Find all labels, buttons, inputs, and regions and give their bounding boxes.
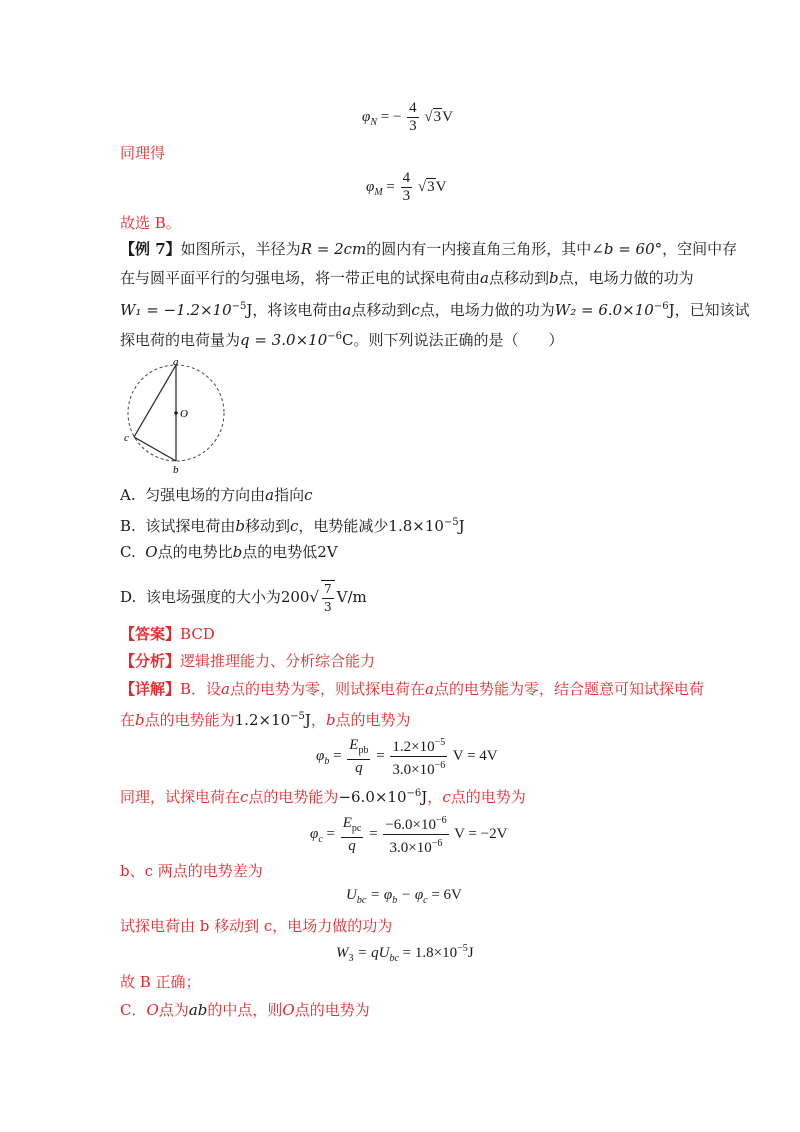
option-key: D. (120, 588, 137, 606)
unit: V (442, 108, 453, 125)
numerator: 4 (409, 100, 417, 116)
text: 的圆内有一内接直角三角形，其中 (366, 240, 592, 258)
option-a (120, 485, 313, 505)
option-key: A. (120, 486, 136, 504)
text: = φ (370, 887, 393, 903)
analysis-tag: 【分析】 (120, 652, 181, 670)
bc-diff-text: b、c 两点的电势差为 (120, 862, 263, 880)
point-c: c (411, 301, 420, 319)
point: c (289, 517, 299, 535)
unit: J (304, 711, 311, 729)
point: c (304, 486, 313, 504)
value: 1.2×10 (234, 711, 291, 729)
unit: J (467, 945, 474, 961)
example-line-2 (120, 268, 694, 288)
answer-tag: 【答案】 (120, 625, 181, 643)
circle-triangle-figure (118, 358, 238, 478)
denominator: 3 (402, 188, 411, 204)
value: = 1.8×10 (402, 945, 458, 961)
same-line-2 (120, 784, 526, 807)
text: 。则下列说法正确的是（ ） (353, 331, 564, 349)
detail-line-1 (120, 679, 704, 699)
text: = qU (357, 945, 390, 961)
option-c (120, 542, 338, 562)
text: 点的电势能为 (144, 711, 235, 729)
numerator: 1.2×10 (392, 739, 435, 755)
numerator: −6.0×10 (385, 817, 436, 833)
equation-phi-b: $\varphi_b$ = $\frac{E_{pb}}{q}$ = $\frac{1.2\times 10^{-5}}{3.0\times 10^{-6}}$ V = 4V (316, 734, 498, 779)
u-symbol: U (346, 887, 357, 903)
subscript: b (392, 895, 398, 906)
exponent: −6 (406, 788, 422, 799)
text: 点的电势为 (450, 788, 526, 806)
analysis-line (120, 651, 375, 671)
text: − φ (400, 887, 424, 903)
detail-tag: 【详解】 (120, 680, 181, 698)
result: = 6V (431, 887, 462, 903)
point: a (221, 680, 230, 698)
point: O (282, 1001, 295, 1019)
w1-math: W₁ = −1.2×10 (120, 301, 232, 319)
same-reason-text: 同理得 (120, 144, 166, 162)
text: 移动到 (244, 517, 290, 535)
text: 在 (120, 711, 136, 729)
unit: C (341, 331, 354, 349)
text: ，已知该试 (674, 301, 750, 319)
numerator: 7 (322, 581, 334, 599)
subscript: b (324, 755, 330, 767)
option-key: C. (120, 543, 136, 561)
text: 点的电势能为 (248, 788, 339, 806)
energy-symbol: E (349, 736, 359, 753)
text: 点移动到 (351, 301, 412, 319)
answer-line (120, 624, 215, 644)
option-b (120, 513, 465, 536)
unit: V/m (336, 588, 367, 606)
exponent: −6 (431, 838, 443, 849)
text: 点的电势低 (242, 543, 318, 561)
charge-symbol: q (348, 837, 356, 854)
phi-symbol: φ (316, 747, 325, 764)
exponent: −6 (327, 331, 342, 342)
unit: J (421, 788, 428, 806)
text: 点的电势为 (335, 711, 411, 729)
phi-symbol: φ (310, 825, 319, 842)
numerator: 4 (402, 170, 411, 186)
text: ， (427, 788, 443, 806)
radicand: 3 (433, 108, 442, 125)
text: 如图所示，半径为 (180, 240, 301, 258)
radius-math: R = 2cm (300, 240, 367, 258)
unit: J (246, 301, 253, 319)
point: c (442, 788, 451, 806)
subscript: c (423, 895, 428, 906)
option-d: D. 该电场强度的大小为200√ $\frac{7}{3}$ V/m (120, 582, 367, 614)
denominator: 3.0×10 (389, 840, 432, 856)
w2-math: W₂ = 6.0×10 (554, 301, 654, 319)
segment-cb (134, 437, 176, 461)
point: b (235, 517, 245, 535)
text: 点的电势为零，则试探电荷在 (230, 680, 426, 698)
subscript: bc (389, 953, 399, 964)
subscript: c (318, 833, 323, 845)
exponent: −6 (436, 815, 447, 826)
denominator: 3 (324, 600, 332, 614)
subscript: 3 (348, 953, 354, 964)
exponent: −5 (231, 301, 247, 312)
b-correct-text: 故 B 正确； (120, 973, 201, 991)
exponent: −6 (434, 760, 446, 771)
text: 指向 (274, 486, 305, 504)
equation-w3 (336, 943, 474, 964)
text: 点，电场力做的功为 (558, 269, 694, 287)
equals: = (386, 178, 395, 195)
text: 点的电势为 (294, 1001, 370, 1019)
charge-math: q = 3.0×10 (240, 331, 328, 349)
equation-ubc (346, 887, 462, 906)
exponent: −5 (290, 711, 305, 722)
example-line-4 (120, 327, 563, 350)
answer-value: BCD (180, 625, 215, 643)
equation-phi-c: $\varphi_c$ = $\frac{E_{pc}}{q}$ = $\frac{-6.0\times 10^{-6}}{3.0\times 10^{-6}}$ V = −2V (310, 812, 507, 857)
detail-line-2 (120, 707, 411, 730)
point: a (265, 486, 275, 504)
text: ，空间中存 (662, 240, 738, 258)
label-o: O (180, 408, 188, 420)
value: 200 (280, 588, 310, 606)
charge-symbol: q (355, 759, 363, 776)
text: 探电荷的电荷量为 (120, 331, 241, 349)
point: b (232, 543, 243, 561)
subscript: pb (358, 744, 369, 756)
text: B．设 (180, 680, 222, 698)
unit: J (668, 301, 675, 319)
point: b (135, 711, 145, 729)
text: 的中点，则 (207, 1001, 283, 1019)
value: −6.0×10 (338, 788, 407, 806)
center-point (174, 411, 178, 415)
text: 点的电势比 (157, 543, 233, 561)
subscript: M (374, 186, 383, 198)
phi-symbol: φ (366, 178, 375, 195)
example-line-3 (120, 297, 750, 320)
point: O (146, 1001, 159, 1019)
value: 2V (317, 543, 338, 561)
point-b: b (548, 269, 559, 287)
point: a (425, 680, 434, 698)
text: ， (310, 711, 326, 729)
result: V = 4V (452, 747, 498, 764)
text: 点为 (158, 1001, 189, 1019)
option-key: B. (120, 517, 136, 535)
text: C． (120, 1001, 147, 1019)
choose-b-text: 故选 B。 (120, 214, 181, 232)
point: O (145, 543, 158, 561)
energy-symbol: E (342, 814, 352, 831)
subscript: pc (351, 822, 362, 834)
equation-phi-m: $\varphi_M$ = $\frac{4}{3}$ √3V (366, 170, 447, 204)
denominator: 3 (409, 118, 417, 134)
text: 该电场强度的大小为 (145, 588, 281, 606)
label-a: a (173, 358, 179, 368)
text: 点的电势能为零，结合题意可知试探电荷 (433, 680, 704, 698)
equals: = − (380, 108, 402, 125)
radicand: 3 (427, 178, 435, 195)
text: 点移动到 (488, 269, 549, 287)
exponent: −5 (443, 517, 459, 528)
unit: V (435, 178, 447, 195)
work-bc-text: 试探电荷由 b 移动到 c，电场力做的功为 (120, 917, 393, 935)
segment-ac (134, 365, 176, 437)
label-b: b (173, 464, 179, 476)
analysis-value: 逻辑推理能力、分析综合能力 (180, 652, 376, 670)
w-symbol: W (336, 945, 349, 961)
example-line-1 (120, 239, 737, 259)
exponent: −5 (434, 737, 446, 748)
c-line (120, 1000, 370, 1020)
result: V = −2V (454, 825, 508, 842)
text: 同理，试探电荷在 (120, 788, 241, 806)
label-c: c (124, 432, 129, 444)
angle-math: ∠b = 60° (591, 240, 663, 258)
text: ，电势能减少 (298, 517, 389, 535)
exponent: −6 (653, 301, 669, 312)
phi-symbol: φ (362, 108, 371, 125)
text: 该试探电荷由 (145, 517, 236, 535)
point-a: a (480, 269, 489, 287)
point-a: a (342, 301, 352, 319)
point: c (240, 788, 249, 806)
subscript: N (370, 116, 377, 128)
point: b (325, 711, 336, 729)
segment: ab (188, 1001, 208, 1019)
text: ，将该电荷由 (252, 301, 343, 319)
exponent: −5 (457, 943, 468, 954)
unit: J (458, 517, 465, 535)
equation-phi-n: $\varphi_N$ = − $\frac{4}{3}$ √3V (362, 100, 453, 134)
text: 在与圆平面平行的匀强电场，将一带正电的试探电荷由 (120, 269, 481, 287)
subscript: bc (356, 895, 367, 906)
text: 点，电场力做的功为 (419, 301, 555, 319)
example-tag: 【例 7】 (120, 240, 181, 258)
value: 1.8×10 (388, 517, 444, 535)
denominator: 3.0×10 (392, 762, 435, 778)
text: 匀强电场的方向由 (145, 486, 266, 504)
